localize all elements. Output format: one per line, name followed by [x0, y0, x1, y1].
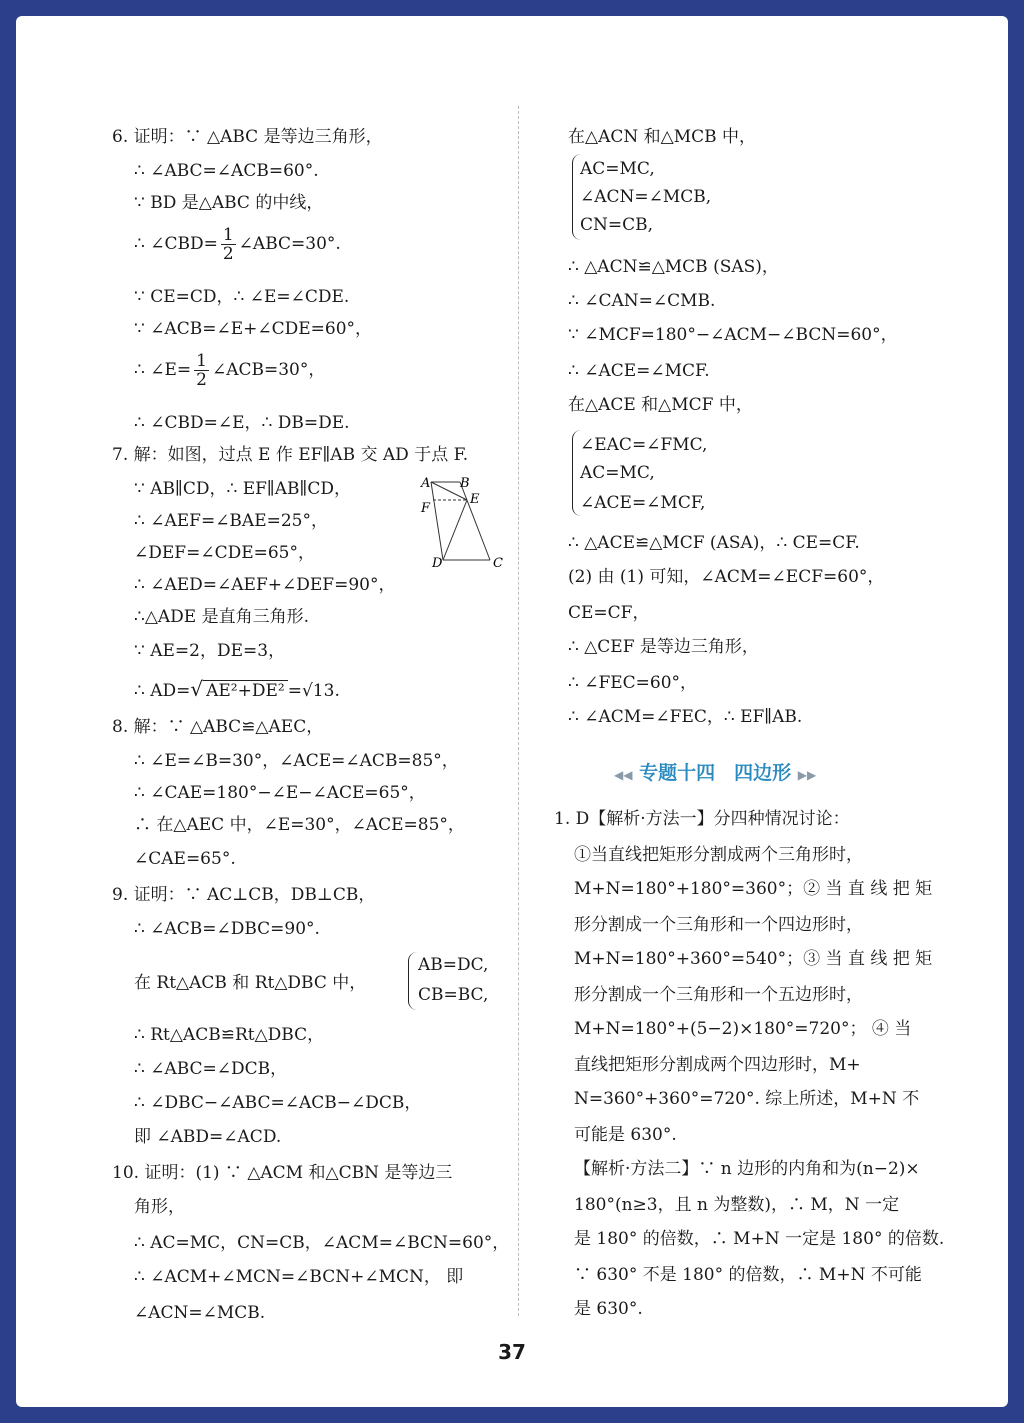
q1-line-5: M+N=180°+360°=540°；③ 当 直 线 把 矩: [574, 949, 933, 969]
right-line-8: (2) 由 (1) 可知，∠ACM=∠ECF=60°，: [568, 567, 885, 587]
p6-line-3: ∵ BD 是△ABC 的中线，: [134, 193, 324, 213]
q1-line-3: M+N=180°+180°=360°；② 当 直 线 把 矩: [574, 879, 933, 899]
label-a: A: [421, 476, 431, 491]
label-b: B: [460, 476, 470, 491]
p8-line-1: 8. 解：∵ △ABC≌△AEC，: [112, 717, 324, 737]
q1-line-11: 【解析·方法二】∵ n 边形的内角和为(n−2)×: [574, 1159, 920, 1179]
sas-cond-3: CN=CB,: [580, 215, 654, 235]
fraction-denominator: 2: [196, 370, 207, 390]
p6-line-2: ∴ ∠ABC=∠ACB=60°.: [134, 161, 319, 181]
p7-line-8-c: =√13.: [287, 681, 340, 701]
page-number: 37: [498, 1340, 526, 1364]
right-line-10: ∴ △CEF 是等边三角形，: [568, 637, 759, 657]
fraction-numerator: 1: [196, 351, 207, 371]
q1-line-8: 直线把矩形分割成两个四边形时，M+: [574, 1055, 861, 1075]
p6-line-7-b: ∠ACB=30°，: [211, 360, 326, 380]
section-title-text: 专题十四 四边形: [639, 762, 792, 784]
segment-ad: [431, 482, 443, 560]
p6-line-8: ∴ ∠CBD=∠E，∴ DB=DE.: [134, 413, 350, 433]
p6-line-7: [112, 352, 325, 389]
p7-line-8-a: ∴ AD=: [134, 681, 191, 701]
right-arrow-icon: ▶▶: [797, 768, 817, 782]
label-e: E: [470, 492, 480, 507]
sqrt-sign: √: [190, 677, 204, 701]
q1-line-6: 形分割成一个三角形和一个五边形时，: [574, 985, 863, 1005]
p7-line-7: ∵ AE=2，DE=3，: [134, 641, 286, 661]
fraction-half: [221, 226, 236, 263]
p7-line-8: [112, 678, 340, 702]
p6-line-4: [112, 226, 341, 263]
p8-line-3: ∴ ∠CAE=180°−∠E−∠ACE=65°，: [134, 783, 426, 803]
p9-line-4: ∴ Rt△ACB≌Rt△DBC，: [134, 1025, 325, 1045]
q1-line-14: ∵ 630° 不是 180° 的倍数，∴ M+N 不可能: [574, 1265, 922, 1285]
right-line-1: 在△ACN 和△MCB 中，: [568, 127, 757, 147]
page-sheet: [16, 16, 1008, 1407]
p7-line-2: ∵ AB∥CD，∴ EF∥AB∥CD，: [134, 479, 352, 499]
right-line-12: ∴ ∠ACM=∠FEC，∴ EF∥AB.: [568, 707, 803, 727]
trapezoid-figure: [420, 474, 508, 570]
section-title: [614, 758, 816, 785]
fraction-numerator: 1: [222, 225, 234, 245]
p10-line-5: ∠ACN=∠MCB.: [134, 1303, 266, 1323]
p9-line-2: ∴ ∠ACB=∠DBC=90°.: [134, 919, 320, 939]
p10-line-4: ∴ ∠ACM+∠MCN=∠BCN+∠MCN， 即: [134, 1267, 464, 1287]
p9-line-7: 即 ∠ABD=∠ACD.: [134, 1127, 282, 1147]
right-line-5: ∴ ∠ACE=∠MCF.: [568, 361, 710, 381]
sas-cond-1: AC=MC,: [580, 159, 655, 179]
right-line-2: ∴ △ACN≌△MCB (SAS)，: [568, 257, 779, 277]
p9-line-6: ∴ ∠DBC−∠ABC=∠ACB−∠DCB，: [134, 1093, 422, 1113]
asa-cond-2: AC=MC,: [580, 463, 655, 483]
sqrt-radicand: AE²+DE²: [203, 680, 288, 701]
p10-line-3: ∴ AC=MC，CN=CB，∠ACM=∠BCN=60°，: [134, 1233, 510, 1253]
q1-line-13: 是 180° 的倍数，∴ M+N 一定是 180° 的倍数.: [574, 1229, 945, 1249]
right-line-7: ∴ △ACE≌△MCF (ASA)，∴ CE=CF.: [568, 533, 860, 553]
q1-line-2: ①当直线把矩形分割成两个三角形时，: [574, 845, 863, 865]
q1-line-10: 可能是 630°.: [574, 1125, 677, 1145]
p8-line-2: ∴ ∠E=∠B=30°，∠ACE=∠ACB=85°，: [134, 751, 459, 771]
p9-line-5: ∴ ∠ABC=∠DCB，: [134, 1059, 288, 1079]
right-line-9: CE=CF，: [568, 603, 650, 623]
p6-line-5: ∵ CE=CD，∴ ∠E=∠CDE.: [134, 287, 350, 307]
p8-line-4: ∴ 在△AEC 中，∠E=30°，∠ACE=85°，: [134, 815, 465, 835]
p9-line-1: 9. 证明：∵ AC⊥CB，DB⊥CB，: [112, 885, 376, 905]
p6-line-6: ∵ ∠ACB=∠E+∠CDE=60°，: [134, 319, 373, 339]
q1-line-12: 180°(n≥3，且 n 为整数)，∴ M，N 一定: [574, 1195, 900, 1215]
fraction-denominator: 2: [222, 244, 234, 264]
asa-cond-1: ∠EAC=∠FMC,: [580, 435, 708, 455]
q1-line-9: N=360°+360°=720°. 综上所述，M+N 不: [574, 1089, 920, 1109]
right-line-3: ∴ ∠CAN=∠CMB.: [568, 291, 716, 311]
p9-line-3: 在 Rt△ACB 和 Rt△DBC 中，: [134, 973, 367, 993]
p7-line-3: ∴ ∠AEF=∠BAE=25°，: [134, 511, 328, 531]
p6-line-4-a: ∴ ∠CBD=: [134, 234, 218, 254]
p7-line-4: ∠DEF=∠CDE=65°，: [134, 543, 315, 563]
q1-line-1: 1. D【解析·方法一】分四种情况讨论：: [554, 809, 850, 829]
right-line-4: ∵ ∠MCF=180°−∠ACM−∠BCN=60°，: [568, 325, 898, 345]
p10-line-1: 10. 证明：(1) ∵ △ACM 和△CBN 是等边三: [112, 1163, 453, 1183]
p6-line-4-b: ∠ABC=30°.: [238, 234, 341, 254]
label-c: C: [493, 556, 503, 570]
fraction-half: [194, 352, 209, 389]
segment-de: [443, 500, 467, 560]
q1-line-4: 形分割成一个三角形和一个四边形时，: [574, 915, 863, 935]
p7-line-1: 7. 解：如图，过点 E 作 EF∥AB 交 AD 于点 F.: [112, 445, 469, 465]
label-d: D: [432, 556, 443, 570]
q1-line-7: M+N=180°+(5−2)×180°=720°； ④ 当: [574, 1019, 912, 1039]
sas-cond-2: ∠ACN=∠MCB,: [580, 187, 712, 207]
column-divider: [518, 106, 519, 1316]
brace: [408, 952, 417, 1010]
asa-cond-3: ∠ACE=∠MCF,: [580, 493, 706, 513]
label-f: F: [421, 501, 431, 516]
left-arrow-icon: ◀◀: [614, 768, 633, 782]
right-line-6: 在△ACE 和△MCF 中，: [568, 395, 753, 415]
p7-line-5: ∴ ∠AED=∠AEF+∠DEF=90°，: [134, 575, 396, 595]
p9-cond-1: AB=DC,: [418, 955, 489, 975]
right-line-11: ∴ ∠FEC=60°，: [568, 673, 698, 693]
p7-line-6: ∴△ADE 是直角三角形.: [134, 607, 310, 627]
q1-line-15: 是 630°.: [574, 1299, 643, 1319]
p8-line-5: ∠CAE=65°.: [134, 849, 236, 869]
p10-line-2: 角形，: [134, 1197, 185, 1217]
p9-cond-2: CB=BC,: [418, 985, 489, 1005]
p6-line-1: 6. 证明：∵ △ABC 是等边三角形，: [112, 127, 383, 147]
p6-line-7-a: ∴ ∠E=: [134, 360, 192, 380]
